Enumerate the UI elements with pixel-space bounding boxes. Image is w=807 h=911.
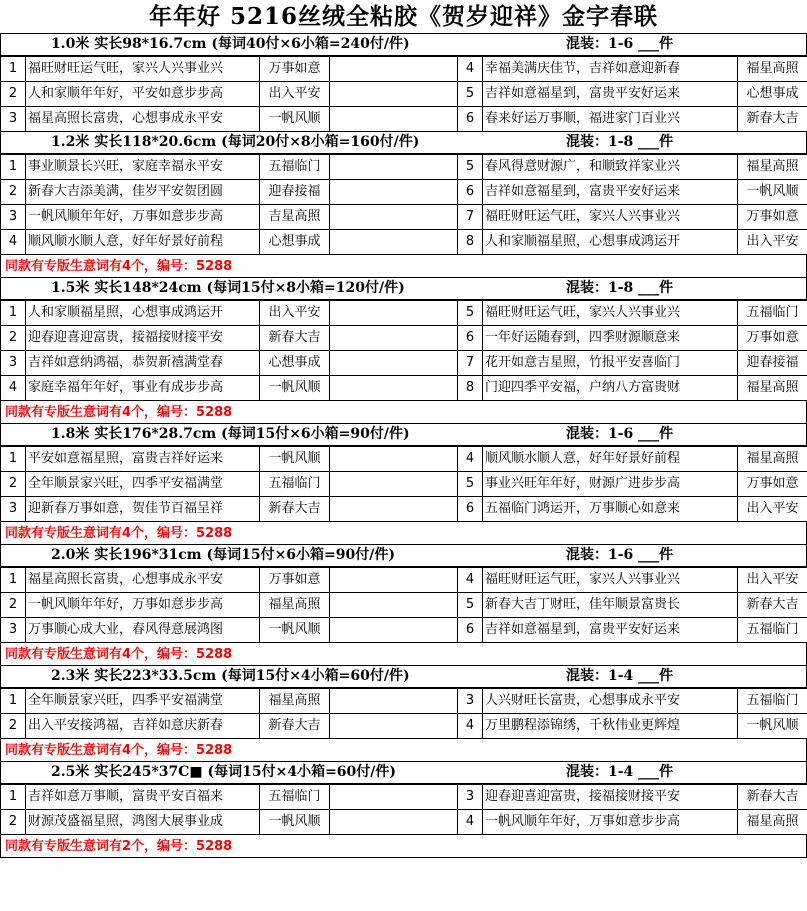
couplet-text: 迎春迎喜迎富贵，接福接财接平安	[483, 785, 738, 810]
spacer-cell	[330, 301, 458, 326]
item-number: 1	[1, 568, 26, 593]
horizontal-scroll-text: 新春大吉	[260, 714, 330, 739]
horizontal-scroll-text: 五福临门	[738, 301, 807, 326]
spacer-cell	[330, 568, 458, 593]
horizontal-scroll-text: 五福临门	[738, 689, 807, 714]
spacer-cell	[330, 155, 458, 180]
item-number: 7	[458, 205, 483, 230]
special-edition-note: 同款有专版生意词有4个，编号：5288	[0, 739, 807, 762]
price-sheet	[0, 33, 807, 858]
horizontal-scroll-text: 福星高照	[260, 593, 330, 618]
item-number: 3	[1, 205, 26, 230]
table-row	[1, 326, 807, 351]
item-number: 2	[1, 810, 26, 835]
couplet-text: 福旺财旺运气旺，家兴人兴事业兴	[26, 57, 260, 82]
table-row	[1, 472, 807, 497]
spacer-cell	[330, 593, 458, 618]
horizontal-scroll-text: 福星高照	[260, 689, 330, 714]
horizontal-scroll-text: 迎春接福	[738, 351, 807, 376]
table-row	[1, 568, 807, 593]
horizontal-scroll-text: 福星高照	[738, 376, 807, 401]
item-number: 5	[458, 472, 483, 497]
spacer-cell	[330, 447, 458, 472]
special-edition-note: 同款有专版生意词有4个，编号：5288	[0, 255, 807, 278]
table-row	[1, 714, 807, 739]
horizontal-scroll-text: 一帆风顺	[260, 376, 330, 401]
couplet-text: 万事顺心成大业，春风得意展鸿图	[26, 618, 260, 643]
couplet-text: 人和家顺福星照，心想事成鸿运开	[26, 301, 260, 326]
item-number: 7	[458, 351, 483, 376]
item-number: 1	[1, 785, 26, 810]
item-number: 3	[1, 497, 26, 522]
couplet-text: 一帆风顺年年好，万事如意步步高	[483, 810, 738, 835]
horizontal-scroll-text: 万事如意	[260, 568, 330, 593]
section-mix: 混装：1-6 ___件	[566, 36, 674, 52]
couplet-table	[0, 446, 807, 522]
section-header	[0, 424, 807, 446]
section-header	[0, 762, 807, 784]
couplet-text: 万里鹏程添锦绣，千秋伟业更辉煌	[483, 714, 738, 739]
couplet-text: 一帆风顺年年好，万事如意步步高	[26, 205, 260, 230]
item-number: 4	[458, 810, 483, 835]
couplet-text: 平安如意福星照，富贵吉祥好运来	[26, 447, 260, 472]
section-spec: 2.0米 实长196*31cm (每词15付×6小箱=90付/件)	[51, 547, 395, 563]
couplet-table	[0, 688, 807, 739]
table-row	[1, 593, 807, 618]
horizontal-scroll-text: 新春大吉	[738, 593, 807, 618]
couplet-table	[0, 567, 807, 643]
horizontal-scroll-text: 福星高照	[738, 810, 807, 835]
horizontal-scroll-text: 出入平安	[738, 497, 807, 522]
item-number: 3	[1, 618, 26, 643]
couplet-table	[0, 300, 807, 401]
section-spec: 1.8米 实长176*28.7cm (每词15付×6小箱=90付/件)	[51, 426, 410, 442]
section-mix: 混装：1-8 ___件	[566, 134, 674, 150]
item-number: 3	[458, 785, 483, 810]
spacer-cell	[330, 57, 458, 82]
horizontal-scroll-text: 万事如意	[738, 472, 807, 497]
item-number: 6	[458, 497, 483, 522]
item-number: 2	[1, 714, 26, 739]
couplet-text: 顺风顺水顺人意，好年好景好前程	[26, 230, 260, 255]
section-spec: 1.2米 实长118*20.6cm (每词20付×8小箱=160付/件)	[51, 134, 420, 150]
couplet-text: 吉祥如意福星到，富贵平安好运来	[483, 618, 738, 643]
table-row	[1, 205, 807, 230]
horizontal-scroll-text: 一帆风顺	[738, 714, 807, 739]
item-number: 5	[458, 82, 483, 107]
horizontal-scroll-text: 新春大吉	[260, 326, 330, 351]
table-row	[1, 447, 807, 472]
couplet-text: 吉祥如意福星到，富贵平安好运来	[483, 180, 738, 205]
item-number: 4	[458, 568, 483, 593]
horizontal-scroll-text: 五福临门	[260, 155, 330, 180]
table-row	[1, 180, 807, 205]
horizontal-scroll-text: 福星高照	[738, 57, 807, 82]
spacer-cell	[330, 82, 458, 107]
couplet-text: 福星高照长富贵，心想事成永平安	[26, 568, 260, 593]
couplet-text: 吉祥如意福星到，富贵平安好运来	[483, 82, 738, 107]
couplet-text: 幸福美满庆佳节，吉祥如意迎新春	[483, 57, 738, 82]
item-number: 2	[1, 326, 26, 351]
section-mix: 混装：1-8 ___件	[566, 280, 674, 296]
special-edition-note: 同款有专版生意词有2个，编号：5288	[0, 835, 807, 858]
item-number: 4	[1, 230, 26, 255]
section-spec: 2.3米 实长223*33.5cm (每词15付×4小箱=60付/件)	[51, 668, 410, 684]
item-number: 1	[1, 57, 26, 82]
couplet-text: 事业兴旺年年好，财源广进步步高	[483, 472, 738, 497]
section-spec: 1.0米 实长98*16.7cm (每词40付×6小箱=240付/件)	[51, 36, 410, 52]
item-number: 6	[458, 618, 483, 643]
item-number: 8	[458, 230, 483, 255]
item-number: 3	[458, 689, 483, 714]
item-number: 4	[458, 57, 483, 82]
couplet-text: 全年顺景家兴旺，四季平安福满堂	[26, 472, 260, 497]
horizontal-scroll-text: 万事如意	[260, 57, 330, 82]
table-row	[1, 689, 807, 714]
couplet-text: 花开如意吉星照，竹报平安喜临门	[483, 351, 738, 376]
item-number: 4	[1, 376, 26, 401]
spacer-cell	[330, 472, 458, 497]
horizontal-scroll-text: 万事如意	[738, 205, 807, 230]
item-number: 5	[458, 593, 483, 618]
horizontal-scroll-text: 万事如意	[738, 326, 807, 351]
horizontal-scroll-text: 迎春接福	[260, 180, 330, 205]
couplet-text: 一年好运随春到，四季财源顺意来	[483, 326, 738, 351]
horizontal-scroll-text: 五福临门	[738, 618, 807, 643]
table-row	[1, 376, 807, 401]
spacer-cell	[330, 689, 458, 714]
spacer-cell	[330, 180, 458, 205]
item-number: 8	[458, 376, 483, 401]
horizontal-scroll-text: 一帆风顺	[738, 180, 807, 205]
couplet-text: 迎新春万事如意，贺佳节百福呈祥	[26, 497, 260, 522]
couplet-table	[0, 784, 807, 835]
item-number: 6	[458, 180, 483, 205]
item-number: 3	[1, 107, 26, 132]
item-number: 2	[1, 82, 26, 107]
section-header	[0, 34, 807, 56]
couplet-table	[0, 154, 807, 255]
horizontal-scroll-text: 一帆风顺	[260, 107, 330, 132]
section-header	[0, 666, 807, 688]
couplet-table	[0, 56, 807, 132]
table-row	[1, 57, 807, 82]
spacer-cell	[330, 810, 458, 835]
couplet-text: 事业顺景长兴旺，家庭幸福永平安	[26, 155, 260, 180]
page-title: 年年好 5216丝绒全粘胶《贺岁迎祥》金字春联	[148, 3, 659, 30]
spacer-cell	[330, 497, 458, 522]
couplet-text: 福星高照长富贵，心想事成永平安	[26, 107, 260, 132]
horizontal-scroll-text: 福星高照	[738, 155, 807, 180]
horizontal-scroll-text: 一帆风顺	[260, 447, 330, 472]
table-row	[1, 230, 807, 255]
table-row	[1, 107, 807, 132]
horizontal-scroll-text: 新春大吉	[738, 785, 807, 810]
table-row	[1, 351, 807, 376]
item-number: 4	[458, 447, 483, 472]
item-number: 1	[1, 689, 26, 714]
item-number: 5	[458, 301, 483, 326]
spacer-cell	[330, 326, 458, 351]
horizontal-scroll-text: 出入平安	[738, 230, 807, 255]
horizontal-scroll-text: 一帆风顺	[260, 618, 330, 643]
special-edition-note: 同款有专版生意词有4个，编号：5288	[0, 643, 807, 666]
table-row	[1, 155, 807, 180]
horizontal-scroll-text: 出入平安	[260, 301, 330, 326]
section-header	[0, 545, 807, 567]
horizontal-scroll-text: 福星高照	[738, 447, 807, 472]
table-row	[1, 785, 807, 810]
spacer-cell	[330, 714, 458, 739]
spacer-cell	[330, 205, 458, 230]
table-row	[1, 497, 807, 522]
table-row	[1, 618, 807, 643]
horizontal-scroll-text: 心想事成	[738, 82, 807, 107]
couplet-text: 人和家顺年年好，平安如意步步高	[26, 82, 260, 107]
horizontal-scroll-text: 出入平安	[260, 82, 330, 107]
horizontal-scroll-text: 出入平安	[738, 568, 807, 593]
couplet-text: 一帆风顺年年好，万事如意步步高	[26, 593, 260, 618]
item-number: 2	[1, 180, 26, 205]
section-mix: 混装：1-4 ___件	[566, 764, 674, 780]
horizontal-scroll-text: 一帆风顺	[260, 810, 330, 835]
couplet-text: 吉祥如意纳鸿福，恭贺新禧满堂春	[26, 351, 260, 376]
horizontal-scroll-text: 心想事成	[260, 351, 330, 376]
spacer-cell	[330, 376, 458, 401]
item-number: 6	[458, 326, 483, 351]
item-number: 3	[1, 351, 26, 376]
item-number: 5	[458, 155, 483, 180]
item-number: 2	[1, 472, 26, 497]
horizontal-scroll-text: 新春大吉	[260, 497, 330, 522]
couplet-text: 门迎四季平安福，户纳八方富贵财	[483, 376, 738, 401]
item-number: 4	[458, 714, 483, 739]
special-edition-note: 同款有专版生意词有4个，编号：5288	[0, 401, 807, 424]
couplet-text: 全年顺景家兴旺，四季平安福满堂	[26, 689, 260, 714]
couplet-text: 福旺财旺运气旺，家兴人兴事业兴	[483, 205, 738, 230]
spacer-cell	[330, 351, 458, 376]
couplet-text: 福旺财旺运气旺，家兴人兴事业兴	[483, 568, 738, 593]
horizontal-scroll-text: 新春大吉	[738, 107, 807, 132]
section-header	[0, 278, 807, 300]
couplet-text: 春来好运万事顺，福进家门百业兴	[483, 107, 738, 132]
item-number: 1	[1, 447, 26, 472]
horizontal-scroll-text: 五福临门	[260, 472, 330, 497]
couplet-text: 家庭幸福年年好，事业有成步步高	[26, 376, 260, 401]
table-row	[1, 301, 807, 326]
couplet-text: 新春大吉丁财旺，佳年顺景富贵长	[483, 593, 738, 618]
section-header	[0, 132, 807, 154]
horizontal-scroll-text: 心想事成	[260, 230, 330, 255]
table-row	[1, 82, 807, 107]
item-number: 1	[1, 301, 26, 326]
item-number: 6	[458, 107, 483, 132]
couplet-text: 人和家顺福星照，心想事成鸿运开	[483, 230, 738, 255]
item-number: 1	[1, 155, 26, 180]
couplet-text: 迎春迎喜迎富贵，接福接财接平安	[26, 326, 260, 351]
couplet-text: 财源茂盛福星照，鸿图大展事业成	[26, 810, 260, 835]
couplet-text: 五福临门鸿运开，万事顺心如意来	[483, 497, 738, 522]
horizontal-scroll-text: 吉星高照	[260, 205, 330, 230]
spacer-cell	[330, 107, 458, 132]
couplet-text: 出入平安接鸿福，吉祥如意庆新春	[26, 714, 260, 739]
couplet-text: 顺风顺水顺人意，好年好景好前程	[483, 447, 738, 472]
table-row	[1, 810, 807, 835]
couplet-text: 吉祥如意万事顺，富贵平安百福来	[26, 785, 260, 810]
couplet-text: 福旺财旺运气旺，家兴人兴事业兴	[483, 301, 738, 326]
couplet-text: 春风得意财源广，和顺致祥家业兴	[483, 155, 738, 180]
spacer-cell	[330, 785, 458, 810]
section-mix: 混装：1-6 ___件	[566, 426, 674, 442]
section-mix: 混装：1-4 ___件	[566, 668, 674, 684]
couplet-text: 人兴财旺长富贵，心想事成永平安	[483, 689, 738, 714]
special-edition-note: 同款有专版生意词有4个，编号：5288	[0, 522, 807, 545]
horizontal-scroll-text: 五福临门	[260, 785, 330, 810]
couplet-text: 新春大吉添美满，佳岁平安贺团圆	[26, 180, 260, 205]
section-mix: 混装：1-6 ___件	[566, 547, 674, 563]
section-spec: 2.5米 实长245*37C■ (每词15付×4小箱=60付/件)	[51, 764, 397, 780]
spacer-cell	[330, 618, 458, 643]
spacer-cell	[330, 230, 458, 255]
item-number: 2	[1, 593, 26, 618]
section-spec: 1.5米 实长148*24cm (每词15付×8小箱=120付/件)	[51, 280, 405, 296]
